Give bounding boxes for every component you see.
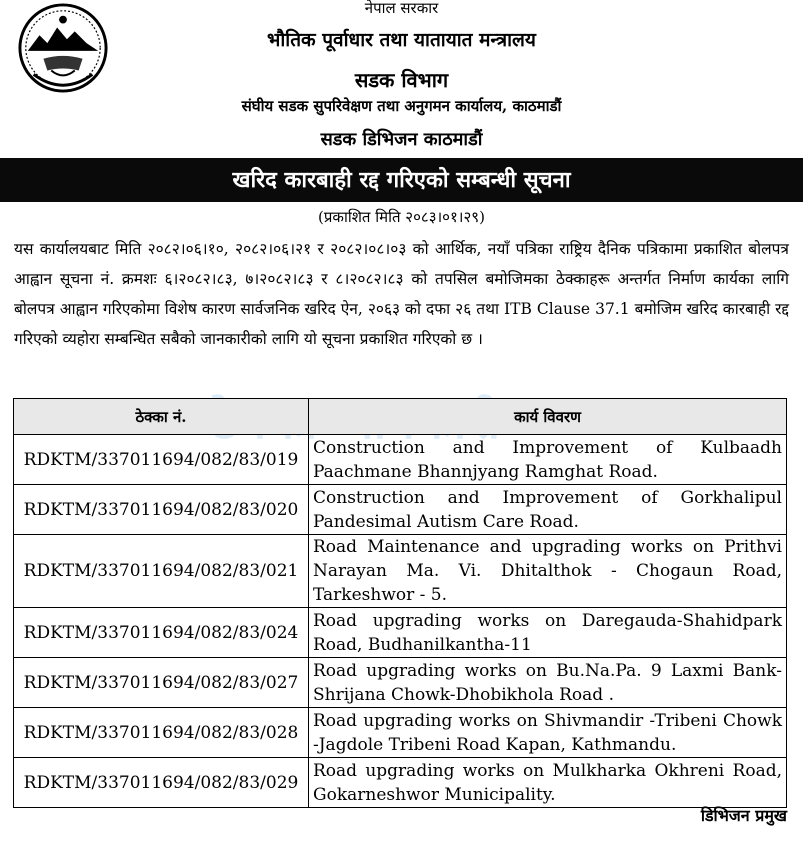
work-description: Road upgrading works on Mulkharka Okhreni Road, Gokarneshwor Municipality. [309,758,787,808]
work-description: Construction and Improvement of Gorkhalipul Pandesimal Autism Care Road. [309,485,787,535]
column-header-description: कार्य विवरण [309,399,787,435]
department-name: सडक विभाग [354,68,449,92]
table-row [14,658,787,708]
division-name: सडक डिभिजन काठमाडौं [320,129,483,150]
government-name: नेपाल सरकार [364,0,439,17]
table-header-row [14,399,787,435]
table-row [14,758,787,808]
table-row [14,608,787,658]
ministry-name: भौतिक पूर्वाधार तथा यातायात मन्त्रालय [267,29,536,51]
table-row [14,708,787,758]
signatory-title: डिभिजन प्रमुख [700,806,787,825]
contract-code: RDKTM/337011694/082/83/019 [14,435,309,485]
contract-code: RDKTM/337011694/082/83/021 [14,535,309,608]
table-row [14,535,787,608]
work-description: Road upgrading works on Daregauda-Shahidpark Road, Budhanilkantha-11 [309,608,787,658]
contract-code: RDKTM/337011694/082/83/029 [14,758,309,808]
table-row [14,485,787,535]
tender-table [13,398,787,808]
contract-code: RDKTM/337011694/082/83/024 [14,608,309,658]
work-description: Construction and Improvement of Kulbaadh Paachmane Bhannjyang Ramghat Road. [309,435,787,485]
contract-code: RDKTM/337011694/082/83/028 [14,708,309,758]
notice-header [0,0,803,156]
contract-code: RDKTM/337011694/082/83/027 [14,658,309,708]
contract-code: RDKTM/337011694/082/83/020 [14,485,309,535]
table-row [14,435,787,485]
published-date: (प्रकाशित मिति २०८३।०१।२९) [318,208,485,226]
office-name: संघीय सडक सुपरिवेक्षण तथा अनुगमन कार्यालय, काठमाडौं [241,97,562,115]
work-description: Road upgrading works on Bu.Na.Pa. 9 Laxmi Bank-Shrijana Chowk-Dhobikhola Road . [309,658,787,708]
work-description: Road upgrading works on Shivmandir -Tribeni Chowk -Jagdole Tribeni Road Kapan, Kathmandu. [309,708,787,758]
column-header-contract-no: ठेक्का नं. [14,399,309,435]
notice-body: यस कार्यालयबाट मिति २०८२।०६।१०, २०८२।०६।२१ र २०८२।०८।०३ को आर्थिक, नयाँ पत्रिका राष्ट्रिय दैनिक पत्रिकामा प्रकाशित बोलपत्र आह्वान सूचना नं. क्रमशः ६।२०८२।८३, ७।२०८२।८३ र ८।२०८२।८३ को तपसिल बमोजिमका ठेक्काहरू अन्तर्गत निर्माण कार्यका लागि बोलपत्र आह्वान गरिएकोमा विशेष कारण सार्वजनिक खरिद ऐन, २०६३ को दफा २६ तथा ITB Clause 37.1 बमोजिम खरिद कारबाही रद्द गरिएको व्यहोरा सम्बन्धित सबैको जानकारीको लागि यो सूचना प्रकाशित गरिएको छ । [14,240,789,348]
notice-title-banner: खरिद कारबाही रद्द गरिएको सम्बन्धी सूचना [0,158,803,202]
work-description: Road Maintenance and upgrading works on Prithvi Narayan Ma. Vi. Dhitalthok - Chogaun Road, Tarkeshwor - 5. [309,535,787,608]
